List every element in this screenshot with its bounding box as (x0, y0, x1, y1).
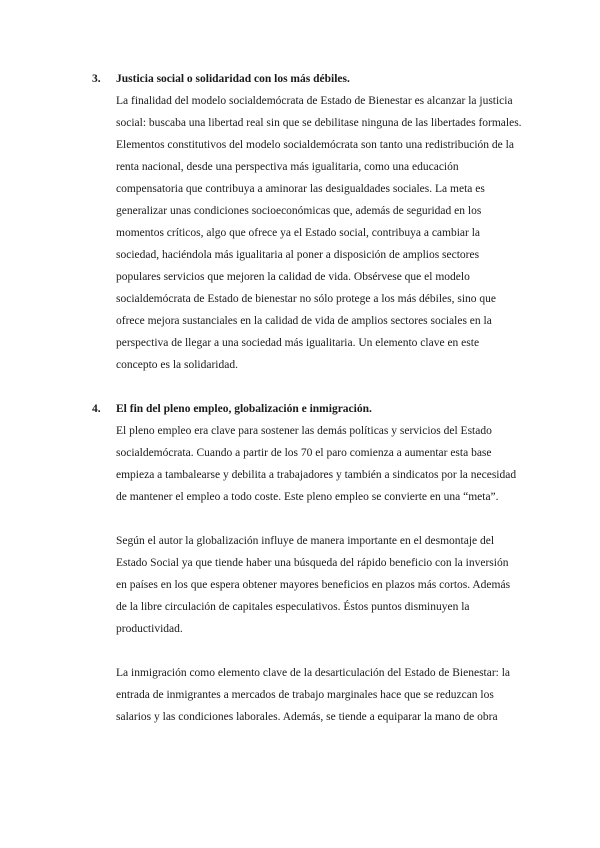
paragraph: El pleno empleo era clave para sostener las demás políticas y servicios del Estado socialdemócrata. Cuando a partir de los 70 el paro comienza a aumentar esta base empieza a tambalearse y debilita a trabajadores y también a sindicatos por la necesidad de mantener el empleo a todo coste. Este pleno empleo se convierte en una “meta”. (116, 425, 517, 503)
section-title: El fin del pleno empleo, globalización e inmigración. (116, 403, 372, 415)
section-heading (92, 398, 522, 420)
section-3 (92, 68, 522, 376)
paragraph: Según el autor la globalización influye de manera importante en el desmontaje del Estado Social ya que tiende haber una búsqueda del rápido beneficio con la inversión en países en los que espera obtener mayores beneficios en plazos más cortos. Además de la libre circulación de capitales especulativos. Éstos puntos disminuyen la productividad. (116, 535, 511, 635)
paragraph-spacer (92, 508, 522, 530)
section-heading (92, 68, 522, 90)
section-4 (92, 398, 522, 728)
paragraph: La finalidad del modelo socialdemócrata de Estado de Bienestar es alcanzar la justicia social: buscaba una libertad real sin que se debilitase ninguna de las libertades formales. Elementos constitutivos del modelo socialdemócrata son tanto una redistribución de la renta nacional, desde una perspectiva más igualitaria, como una educación compensatoria que contribuya a aminorar las desigualdades sociales. La meta es generalizar unas condiciones socioeconómicas que, además de seguridad en los momentos críticos, algo que ofrece ya el Estado social, contribuya a cambiar la sociedad, haciéndola más igualitaria al poner a disposición de amplios sectores populares servicios que mejoren la calidad de vida. Obsérvese que el modelo socialdemócrata de Estado de bienestar no sólo protege a los más débiles, sino que ofrece mejora sustanciales en la calidad de vida de amplios sectores sociales en la perspectiva de llegar a una sociedad más igualitaria. Un elemento clave en este concepto es la solidaridad. (116, 95, 522, 371)
section-number: 4. (92, 403, 101, 415)
section-title: Justicia social o solidaridad con los más débiles. (116, 73, 350, 85)
paragraph-spacer (92, 640, 522, 662)
section-number: 3. (92, 73, 101, 85)
paragraph: La inmigración como elemento clave de la desarticulación del Estado de Bienestar: la entrada de inmigrantes a mercados de trabajo marginales hace que se reduzcan los salarios y las condiciones laborales. Además, se tiende a equiparar la mano de obra (116, 667, 511, 723)
